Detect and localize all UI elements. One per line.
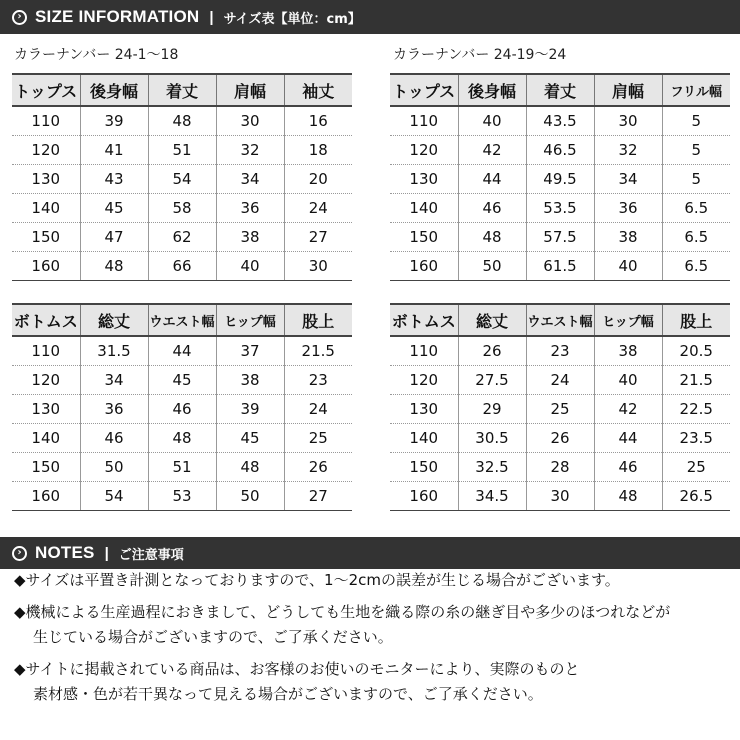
measurement-cell: 28 [526, 453, 594, 482]
bottoms-size-table-right [390, 303, 730, 511]
measurement-cell: 40 [458, 106, 526, 136]
measurement-cell: 38 [216, 366, 284, 395]
measurement-cell: 46 [594, 453, 662, 482]
measurement-cell: 20 [284, 165, 352, 194]
measurement-cell: 32 [216, 136, 284, 165]
size-cell: 130 [390, 165, 458, 194]
size-cell: 120 [390, 366, 458, 395]
column-header: 着丈 [526, 74, 594, 106]
table-row [12, 453, 352, 482]
size-cell: 140 [12, 194, 80, 223]
size-cell: 160 [390, 252, 458, 281]
measurement-cell: 43.5 [526, 106, 594, 136]
measurement-cell: 36 [594, 194, 662, 223]
table-row [390, 194, 730, 223]
table-row [12, 194, 352, 223]
measurement-cell: 48 [458, 223, 526, 252]
size-cell: 140 [390, 424, 458, 453]
size-info-subtitle: サイズ表【単位：cm】 [223, 11, 361, 27]
measurement-cell: 30 [216, 106, 284, 136]
measurement-cell: 29 [458, 395, 526, 424]
measurement-cell: 5 [662, 165, 730, 194]
measurement-cell: 18 [284, 136, 352, 165]
size-cell: 160 [390, 482, 458, 511]
table-row [12, 165, 352, 194]
table-row [12, 136, 352, 165]
measurement-cell: 58 [148, 194, 216, 223]
measurement-cell: 46.5 [526, 136, 594, 165]
notes-header [0, 537, 740, 569]
column-header: ボトムス [12, 304, 80, 336]
measurement-cell: 5 [662, 136, 730, 165]
measurement-cell: 40 [594, 366, 662, 395]
table-row [390, 453, 730, 482]
column-header: 肩幅 [594, 74, 662, 106]
size-cell: 160 [12, 482, 80, 511]
size-cell: 110 [12, 106, 80, 136]
table-row [390, 424, 730, 453]
column-header: ヒップ幅 [216, 304, 284, 336]
table-row [390, 136, 730, 165]
table-row [390, 165, 730, 194]
notes-title: NOTES [35, 543, 95, 562]
column-header: トップス [12, 74, 80, 106]
color-number-caption-right: カラーナンバー 24-19〜24 [393, 47, 567, 63]
measurement-cell: 23.5 [662, 424, 730, 453]
size-cell: 130 [12, 165, 80, 194]
table-row [390, 366, 730, 395]
measurement-cell: 40 [594, 252, 662, 281]
note-line: 素材感・色が若干異なって見える場合がございますので、ご了承ください。 [33, 685, 543, 703]
measurement-cell: 16 [284, 106, 352, 136]
table-row [12, 336, 352, 366]
column-header: フリル幅 [662, 74, 730, 106]
measurement-cell: 45 [148, 366, 216, 395]
measurement-cell: 46 [458, 194, 526, 223]
measurement-cell: 48 [80, 252, 148, 281]
size-cell: 120 [390, 136, 458, 165]
measurement-cell: 26 [284, 453, 352, 482]
measurement-cell: 51 [148, 453, 216, 482]
size-cell: 140 [12, 424, 80, 453]
measurement-cell: 53 [148, 482, 216, 511]
size-cell: 150 [12, 453, 80, 482]
table-row [12, 395, 352, 424]
column-header: 後身幅 [80, 74, 148, 106]
measurement-cell: 23 [526, 336, 594, 366]
measurement-cell: 30 [284, 252, 352, 281]
note-line: 生じている場合がございますので、ご了承ください。 [33, 628, 393, 646]
size-info-header [0, 0, 740, 34]
measurement-cell: 27 [284, 482, 352, 511]
size-cell: 150 [12, 223, 80, 252]
table-row [390, 223, 730, 252]
table-row [12, 482, 352, 511]
measurement-cell: 50 [458, 252, 526, 281]
table-row [390, 395, 730, 424]
note-item [14, 600, 730, 650]
measurement-cell: 47 [80, 223, 148, 252]
measurement-cell: 26.5 [662, 482, 730, 511]
measurement-cell: 41 [80, 136, 148, 165]
column-header: 着丈 [148, 74, 216, 106]
measurement-cell: 30.5 [458, 424, 526, 453]
measurement-cell: 34.5 [458, 482, 526, 511]
measurement-cell: 34 [216, 165, 284, 194]
measurement-cell: 38 [594, 336, 662, 366]
measurement-cell: 26 [458, 336, 526, 366]
notes-subtitle: ご注意事項 [118, 547, 184, 563]
measurement-cell: 54 [80, 482, 148, 511]
note-line: ◆サイトに掲載されている商品は、お客様のお使いのモニターにより、実際のものと [14, 660, 580, 678]
measurement-cell: 45 [80, 194, 148, 223]
column-header: 後身幅 [458, 74, 526, 106]
measurement-cell: 30 [594, 106, 662, 136]
measurement-cell: 23 [284, 366, 352, 395]
table-row [12, 366, 352, 395]
circle-chevron-icon: › [12, 10, 27, 25]
measurement-cell: 25 [662, 453, 730, 482]
size-cell: 130 [390, 395, 458, 424]
measurement-cell: 61.5 [526, 252, 594, 281]
size-cell: 140 [390, 194, 458, 223]
measurement-cell: 44 [458, 165, 526, 194]
size-cell: 150 [390, 223, 458, 252]
measurement-cell: 27 [284, 223, 352, 252]
measurement-cell: 42 [458, 136, 526, 165]
measurement-cell: 34 [80, 366, 148, 395]
measurement-cell: 44 [594, 424, 662, 453]
size-cell: 120 [12, 366, 80, 395]
measurement-cell: 5 [662, 106, 730, 136]
measurement-cell: 30 [526, 482, 594, 511]
measurement-cell: 46 [80, 424, 148, 453]
measurement-cell: 27.5 [458, 366, 526, 395]
column-header: 肩幅 [216, 74, 284, 106]
size-cell: 130 [12, 395, 80, 424]
tops-size-table-left [12, 73, 352, 281]
table-row [390, 106, 730, 136]
measurement-cell: 36 [80, 395, 148, 424]
note-line: ◆機械による生産過程におきまして、どうしても生地を織る際の糸の継ぎ目や多少のほつれなどが [14, 603, 671, 621]
measurement-cell: 45 [216, 424, 284, 453]
measurement-cell: 44 [148, 336, 216, 366]
notes-list [14, 568, 730, 714]
column-header: 袖丈 [284, 74, 352, 106]
measurement-cell: 21.5 [284, 336, 352, 366]
size-info-title: SIZE INFORMATION [35, 7, 200, 26]
measurement-cell: 50 [216, 482, 284, 511]
measurement-cell: 25 [526, 395, 594, 424]
note-item [14, 568, 730, 593]
measurement-cell: 34 [594, 165, 662, 194]
size-cell: 160 [12, 252, 80, 281]
measurement-cell: 53.5 [526, 194, 594, 223]
measurement-cell: 49.5 [526, 165, 594, 194]
tops-size-table-right [390, 73, 730, 281]
measurement-cell: 38 [216, 223, 284, 252]
table-row [390, 336, 730, 366]
measurement-cell: 6.5 [662, 252, 730, 281]
size-cell: 120 [12, 136, 80, 165]
measurement-cell: 48 [148, 424, 216, 453]
measurement-cell: 40 [216, 252, 284, 281]
measurement-cell: 32.5 [458, 453, 526, 482]
bottoms-size-table-left [12, 303, 352, 511]
measurement-cell: 66 [148, 252, 216, 281]
size-cell: 150 [390, 453, 458, 482]
measurement-cell: 48 [216, 453, 284, 482]
measurement-cell: 43 [80, 165, 148, 194]
measurement-cell: 25 [284, 424, 352, 453]
measurement-cell: 24 [526, 366, 594, 395]
measurement-cell: 57.5 [526, 223, 594, 252]
circle-chevron-icon: › [12, 546, 27, 561]
table-row [12, 252, 352, 281]
size-cell: 110 [12, 336, 80, 366]
measurement-cell: 26 [526, 424, 594, 453]
measurement-cell: 39 [80, 106, 148, 136]
measurement-cell: 6.5 [662, 194, 730, 223]
table-row [390, 252, 730, 281]
note-item [14, 657, 730, 707]
measurement-cell: 42 [594, 395, 662, 424]
header-separator: | [104, 544, 109, 562]
column-header: ヒップ幅 [594, 304, 662, 336]
measurement-cell: 39 [216, 395, 284, 424]
measurement-cell: 46 [148, 395, 216, 424]
measurement-cell: 32 [594, 136, 662, 165]
measurement-cell: 54 [148, 165, 216, 194]
column-header: 総丈 [80, 304, 148, 336]
measurement-cell: 37 [216, 336, 284, 366]
measurement-cell: 31.5 [80, 336, 148, 366]
measurement-cell: 22.5 [662, 395, 730, 424]
header-separator: | [209, 8, 214, 26]
table-row [12, 223, 352, 252]
column-header: 総丈 [458, 304, 526, 336]
column-header: 股上 [284, 304, 352, 336]
table-row [390, 482, 730, 511]
note-line: ◆サイズは平置き計測となっておりますので、1〜2cmの誤差が生じる場合がございます。 [14, 571, 620, 589]
size-cell: 110 [390, 106, 458, 136]
measurement-cell: 24 [284, 194, 352, 223]
measurement-cell: 24 [284, 395, 352, 424]
column-header: 股上 [662, 304, 730, 336]
measurement-cell: 48 [594, 482, 662, 511]
measurement-cell: 50 [80, 453, 148, 482]
table-row [12, 424, 352, 453]
column-header: ウエスト幅 [148, 304, 216, 336]
measurement-cell: 51 [148, 136, 216, 165]
column-header: トップス [390, 74, 458, 106]
measurement-cell: 20.5 [662, 336, 730, 366]
measurement-cell: 6.5 [662, 223, 730, 252]
column-header: ウエスト幅 [526, 304, 594, 336]
table-row [12, 106, 352, 136]
size-cell: 110 [390, 336, 458, 366]
color-number-caption-left: カラーナンバー 24-1〜18 [14, 47, 179, 63]
column-header: ボトムス [390, 304, 458, 336]
measurement-cell: 21.5 [662, 366, 730, 395]
measurement-cell: 48 [148, 106, 216, 136]
measurement-cell: 36 [216, 194, 284, 223]
measurement-cell: 62 [148, 223, 216, 252]
measurement-cell: 38 [594, 223, 662, 252]
